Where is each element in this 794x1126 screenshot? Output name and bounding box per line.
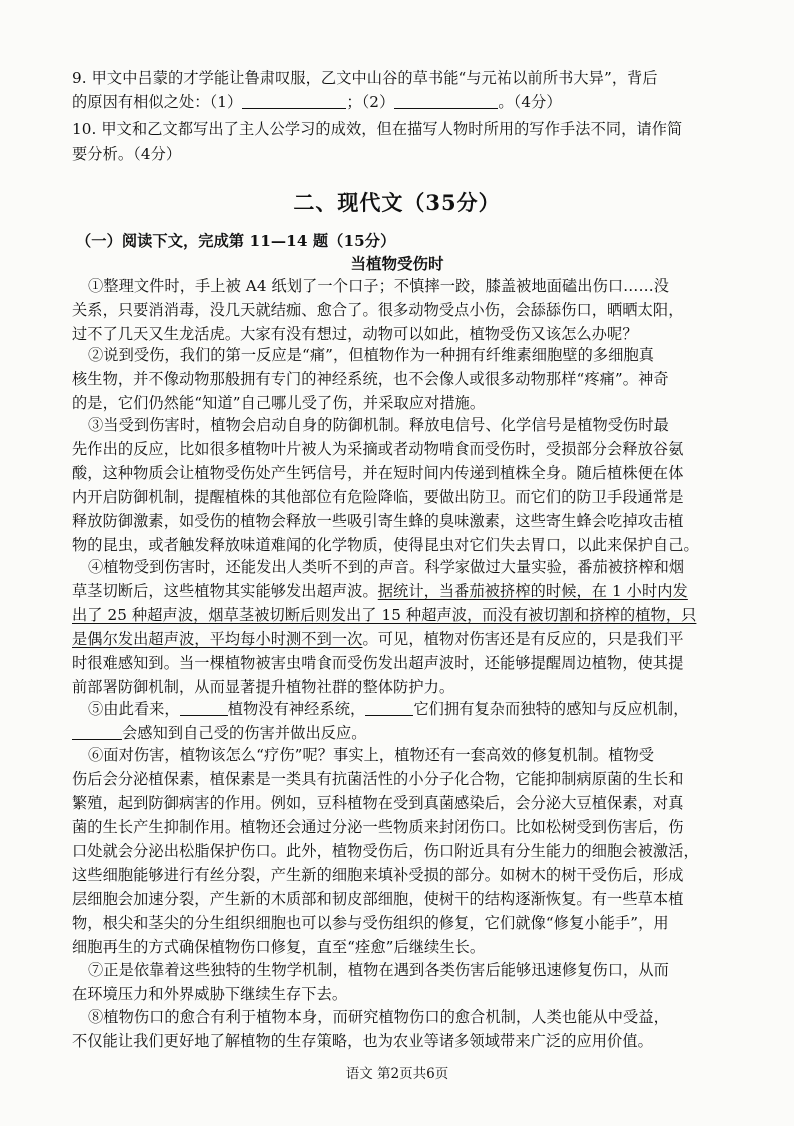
question-9-line-2 bbox=[72, 90, 734, 114]
paragraph-6-line: 层细胞会加速分裂，产生新的木质部和韧皮部细胞，使树干的结构逐渐恢复。有一些草本植 bbox=[72, 890, 684, 908]
paragraph-4-text: 草茎切断后，这些植物其实能够发出超声波。 bbox=[72, 582, 378, 600]
paragraph-4-text: 。可见，植物对伤害还是有反应的，只是我们平 bbox=[362, 630, 684, 648]
fill-blank-1[interactable] bbox=[180, 699, 228, 716]
paragraph-4-line: ④植物受到伤害时，还能发出人类听不到的声音。科学家做过大量实验，番茄被挤榨和烟 bbox=[88, 558, 685, 576]
paragraph-2-line: 的是，它们仍然能“知道”自己哪儿受了伤，并采取应对措施。 bbox=[72, 394, 486, 412]
fill-blank-3[interactable] bbox=[72, 723, 122, 740]
paragraph-5-text: 植物没有神经系统， bbox=[227, 700, 366, 718]
paragraph-4-line bbox=[72, 579, 734, 603]
paragraph-7-line: 在环境压力和外界威胁下继续生存下去。 bbox=[72, 985, 348, 1003]
question-9-text-a: 的原因有相似之处：（1） bbox=[72, 93, 243, 111]
paragraph-8-line: 不仅能让我们更好地了解植物的生存策略，也为农业等诸多领域带来广泛的应用价值。 bbox=[72, 1032, 653, 1050]
subsection-heading: （一）阅读下文，完成第 11—14 题（15分） bbox=[76, 232, 396, 250]
paragraph-7-line: ⑦正是依靠着这些独特的生物学机制，植物在遇到各类伤害后能够迅速修复伤口，从而 bbox=[88, 961, 669, 979]
paragraph-3-line: 先作出的反应，比如很多植物叶片被人为采摘或者动物啃食而受伤时，受损部分会释放谷氨 bbox=[72, 440, 684, 458]
paragraph-6-line: 繁殖，起到防御病害的作用。例如，豆科植物在受到真菌感染后，会分泌大豆植保素，对真 bbox=[72, 794, 684, 812]
answer-blank-1[interactable] bbox=[242, 92, 346, 109]
question-9-text-b: ；（2） bbox=[346, 93, 395, 111]
underlined-sentence: 是偶尔发出超声波，平均每小时测不到一次 bbox=[72, 630, 363, 648]
question-10-line-2: 要分析。（4分） bbox=[72, 145, 182, 163]
paragraph-6-line: 这些细胞能够进行有丝分裂，产生新的细胞来填补受损的部分。如树木的树干受伤后，形成 bbox=[72, 866, 684, 884]
paragraph-5-line bbox=[88, 697, 734, 721]
paragraph-3-line: ③当受到伤害时，植物会启动自身的防御机制。释放电信号、化学信号是植物受伤时最 bbox=[88, 416, 669, 434]
paragraph-1-line: 关系，只要消消毒，没几天就结痂、愈合了。很多动物受点小伤，会舔舔伤口，晒晒太阳， bbox=[72, 301, 684, 319]
section-title: 二、现代文（35分） bbox=[293, 190, 501, 215]
paragraph-6-line: 物，根尖和茎尖的分生组织细胞也可以参与受伤组织的修复，它们就像“修复小能手”，用 bbox=[72, 914, 669, 932]
answer-blank-2[interactable] bbox=[394, 92, 498, 109]
paragraph-8-line: ⑧植物伤口的愈合有利于植物本身，而研究植物伤口的愈合机制，人类也能从中受益， bbox=[88, 1008, 669, 1026]
paragraph-4-line: 时很难感知到。当一棵植物被害虫啃食而受伤发出超声波时，还能够提醒周边植物，使其提 bbox=[72, 654, 684, 672]
paragraph-5-line bbox=[72, 721, 734, 745]
underlined-sentence: 据统计，当番茄被挤榨的时候，在 1 小时内发 bbox=[377, 582, 688, 600]
paragraph-2-line: ②说到受伤，我们的第一反应是“痛”，但植物作为一种拥有纤维素细胞壁的多细胞真 bbox=[88, 346, 655, 364]
paragraph-6-line: 伤后会分泌植保素，植保素是一类具有抗菌活性的小分子化合物，它能抑制病原菌的生长和 bbox=[72, 770, 684, 788]
paragraph-6-line: 菌的生长产生抑制作用。植物还会通过分泌一些物质来封闭伤口。比如松树受到伤害后，伤 bbox=[72, 818, 684, 836]
paragraph-3-line: 酸，这种物质会让植物受伤处产生钙信号，并在短时间内传递到植株全身。随后植株便在体 bbox=[72, 464, 684, 482]
paragraph-4-line bbox=[72, 627, 734, 651]
paragraph-3-line: 释放防御激素，如受伤的植物会释放一些吸引寄生蜂的臭味激素，这些寄生蜂会吃掉攻击植 bbox=[72, 512, 684, 530]
paragraph-5-text: 会感知到自己受的伤害并做出反应。 bbox=[122, 724, 367, 742]
paragraph-1-line: 过不了几天又生龙活虎。大家有没有想过，动物可以如此，植物受伤又该怎么办呢？ bbox=[72, 325, 638, 343]
question-9-line-1: 9. 甲文中吕蒙的才学能让鲁肃叹服，乙文中山谷的草书能“与元祐以前所书大异”，背后 bbox=[72, 69, 658, 87]
article-title: 当植物受伤时 bbox=[350, 254, 444, 273]
paragraph-2-line: 核生物，并不像动物那般拥有专门的神经系统，也不会像人或很多动物那样“疼痛”。神奇 bbox=[72, 370, 669, 388]
paragraph-3-line: 内开启防御机制，提醒植株的其他部位有危险降临，要做出防卫。而它们的防卫手段通常是 bbox=[72, 488, 684, 506]
paragraph-5-text: ⑤由此看来， bbox=[88, 700, 180, 718]
paragraph-4-line: 前部署防御机制，从而显著提升植物社群的整体防护力。 bbox=[72, 678, 455, 696]
paragraph-6-line: 细胞再生的方式确保植物伤口修复，直至“痊愈”后继续生长。 bbox=[72, 938, 486, 956]
paragraph-5-text: 它们拥有复杂而独特的感知与反应机制， bbox=[413, 700, 689, 718]
paragraph-3-line: 物的昆虫，或者触发释放味道难闻的化学物质，使得昆虫对它们失去胃口，以此来保护自己。 bbox=[72, 536, 699, 554]
paragraph-6-line: 口处就会分泌出松脂保护伤口。此外，植物受伤后，伤口附近具有分生能力的细胞会被激活， bbox=[72, 842, 699, 860]
fill-blank-2[interactable] bbox=[365, 699, 413, 716]
page-footer: 语文 第2页共6页 bbox=[345, 1066, 449, 1082]
question-9-text-c: 。（4分） bbox=[498, 93, 562, 111]
paragraph-1-line: ①整理文件时，手上被 A4 纸划了一个口子；不慎摔一跤，膝盖被地面磕出伤口……没 bbox=[88, 277, 670, 295]
question-10-line-1: 10. 甲文和乙文都写出了主人公学习的成效，但在描写人物时所用的写作手法不同，请作简 bbox=[72, 120, 683, 138]
paragraph-6-line: ⑥面对伤害，植物该怎么“疗伤”呢？事实上，植物还有一套高效的修复机制。植物受 bbox=[88, 746, 655, 764]
underlined-sentence: 出了 25 种超声波，烟草茎被切断后则发出了 15 种超声波，而没有被切割和挤榨的植物，只 bbox=[72, 606, 697, 624]
